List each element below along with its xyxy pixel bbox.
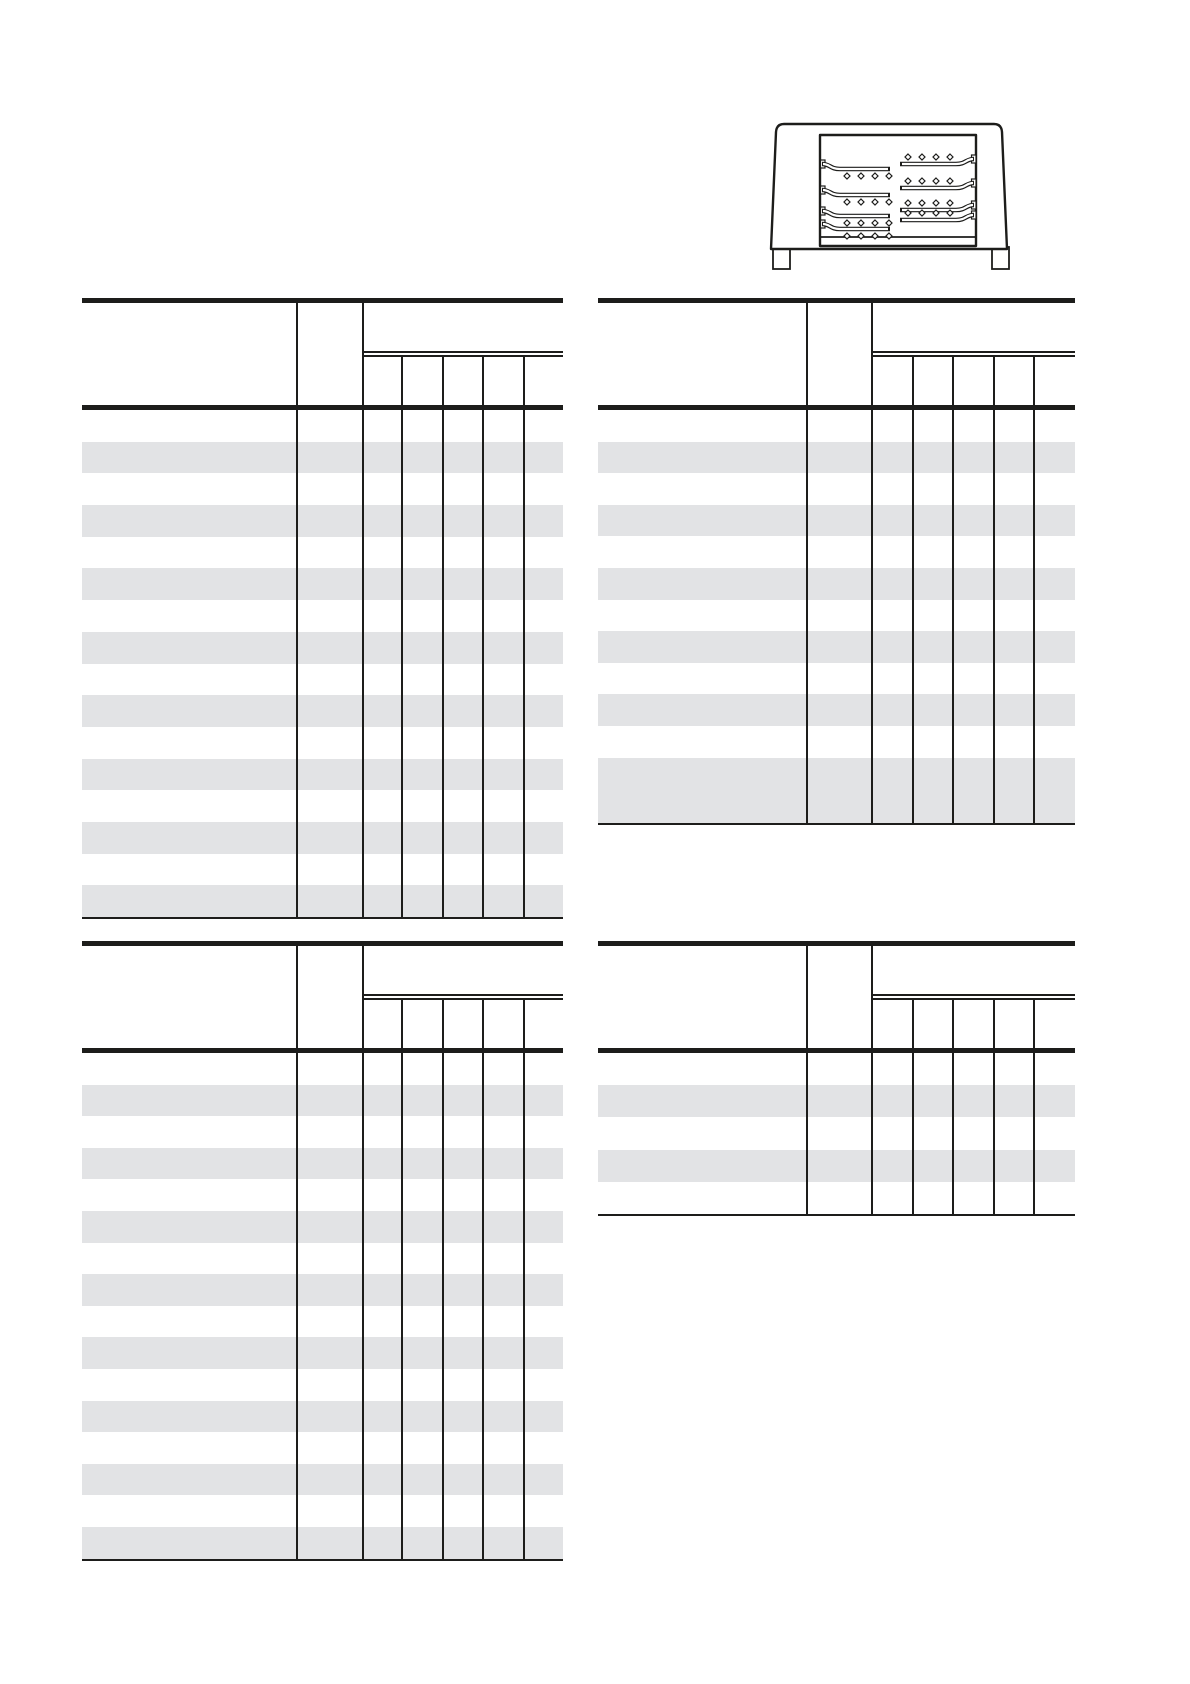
table-row xyxy=(598,442,1075,474)
table-row xyxy=(598,568,1075,600)
sub-column-divider xyxy=(401,355,403,917)
mid-column-divider xyxy=(362,941,364,1559)
sub-column-divider xyxy=(482,998,484,1559)
label-column-divider xyxy=(296,298,298,917)
table-row xyxy=(598,505,1075,537)
sub-column-divider xyxy=(523,355,525,917)
table-body xyxy=(82,1053,563,1559)
spec-table-bottom-left xyxy=(82,941,563,1561)
table-row xyxy=(82,790,563,822)
table-top-rule xyxy=(82,941,563,946)
table-row xyxy=(82,1464,563,1496)
sub-column-divider xyxy=(952,998,954,1214)
table-row xyxy=(82,1369,563,1401)
sub-column-divider xyxy=(1033,355,1035,823)
table-bottom-rule xyxy=(82,1559,563,1561)
table-row xyxy=(598,410,1075,442)
group-header-rule xyxy=(362,994,563,996)
sub-column-divider xyxy=(523,998,525,1559)
table-row xyxy=(82,1495,563,1527)
table-row xyxy=(82,600,563,632)
table-row xyxy=(82,1053,563,1085)
table-row xyxy=(82,664,563,696)
table-body xyxy=(598,410,1075,823)
sub-column-divider xyxy=(1033,998,1035,1214)
group-header-rule xyxy=(871,998,1075,1000)
table-row xyxy=(82,473,563,505)
table-row xyxy=(82,568,563,600)
table-row xyxy=(82,759,563,791)
table-bottom-rule xyxy=(82,917,563,919)
table-row xyxy=(82,854,563,886)
table-body xyxy=(82,410,563,917)
oven-feet xyxy=(773,247,1009,269)
sub-column-divider xyxy=(993,355,995,823)
table-row xyxy=(82,1116,563,1148)
sub-column-divider xyxy=(912,355,914,823)
table-row xyxy=(598,663,1075,695)
table-row xyxy=(82,727,563,759)
table-row xyxy=(598,536,1075,568)
table-row xyxy=(82,505,563,537)
table-row xyxy=(598,631,1075,663)
table-row xyxy=(598,1085,1075,1117)
table-body xyxy=(598,1053,1075,1214)
table-row xyxy=(598,1117,1075,1149)
mid-column-divider xyxy=(871,298,873,823)
header-bottom-rule xyxy=(598,405,1075,410)
table-row xyxy=(82,442,563,474)
table-row xyxy=(598,758,1075,823)
sub-column-divider xyxy=(401,998,403,1559)
table-row xyxy=(598,473,1075,505)
table-row xyxy=(82,1527,563,1559)
group-header-rule xyxy=(362,351,563,353)
table-row xyxy=(82,885,563,917)
header-bottom-rule xyxy=(598,1048,1075,1053)
table-row xyxy=(598,1150,1075,1182)
table-row xyxy=(82,1274,563,1306)
table-row xyxy=(598,600,1075,632)
table-row xyxy=(82,1211,563,1243)
header-bottom-rule xyxy=(82,405,563,410)
table-row xyxy=(82,1337,563,1369)
sub-column-divider xyxy=(482,355,484,917)
label-column-divider xyxy=(806,298,808,823)
label-column-divider xyxy=(806,941,808,1214)
table-row xyxy=(82,1432,563,1464)
table-row xyxy=(82,1243,563,1275)
table-row xyxy=(598,726,1075,758)
table-row xyxy=(82,632,563,664)
group-header-rule xyxy=(871,994,1075,996)
table-row xyxy=(82,1401,563,1433)
spec-table-bottom-right xyxy=(598,941,1075,1216)
group-header-rule xyxy=(871,355,1075,357)
sub-column-divider xyxy=(912,998,914,1214)
spec-table-top-left xyxy=(82,298,563,919)
table-row xyxy=(82,1306,563,1338)
table-row xyxy=(82,1179,563,1211)
oven-diagram-icon xyxy=(768,114,1014,276)
spec-table-top-right xyxy=(598,298,1075,825)
table-row xyxy=(82,1148,563,1180)
mid-column-divider xyxy=(871,941,873,1214)
table-bottom-rule xyxy=(598,1214,1075,1216)
table-row xyxy=(82,822,563,854)
header-bottom-rule xyxy=(82,1048,563,1053)
sub-column-divider xyxy=(952,355,954,823)
table-row xyxy=(82,695,563,727)
sub-column-divider xyxy=(442,355,444,917)
group-header-rule xyxy=(871,351,1075,353)
sub-column-divider xyxy=(442,998,444,1559)
table-bottom-rule xyxy=(598,823,1075,825)
table-top-rule xyxy=(598,941,1075,946)
table-row xyxy=(598,694,1075,726)
table-row xyxy=(598,1182,1075,1214)
table-row xyxy=(82,410,563,442)
table-row xyxy=(82,537,563,569)
table-row xyxy=(598,1053,1075,1085)
table-row xyxy=(82,1085,563,1117)
label-column-divider xyxy=(296,941,298,1559)
table-top-rule xyxy=(82,298,563,303)
mid-column-divider xyxy=(362,298,364,917)
sub-column-divider xyxy=(993,998,995,1214)
group-header-rule xyxy=(362,355,563,357)
table-top-rule xyxy=(598,298,1075,303)
group-header-rule xyxy=(362,998,563,1000)
